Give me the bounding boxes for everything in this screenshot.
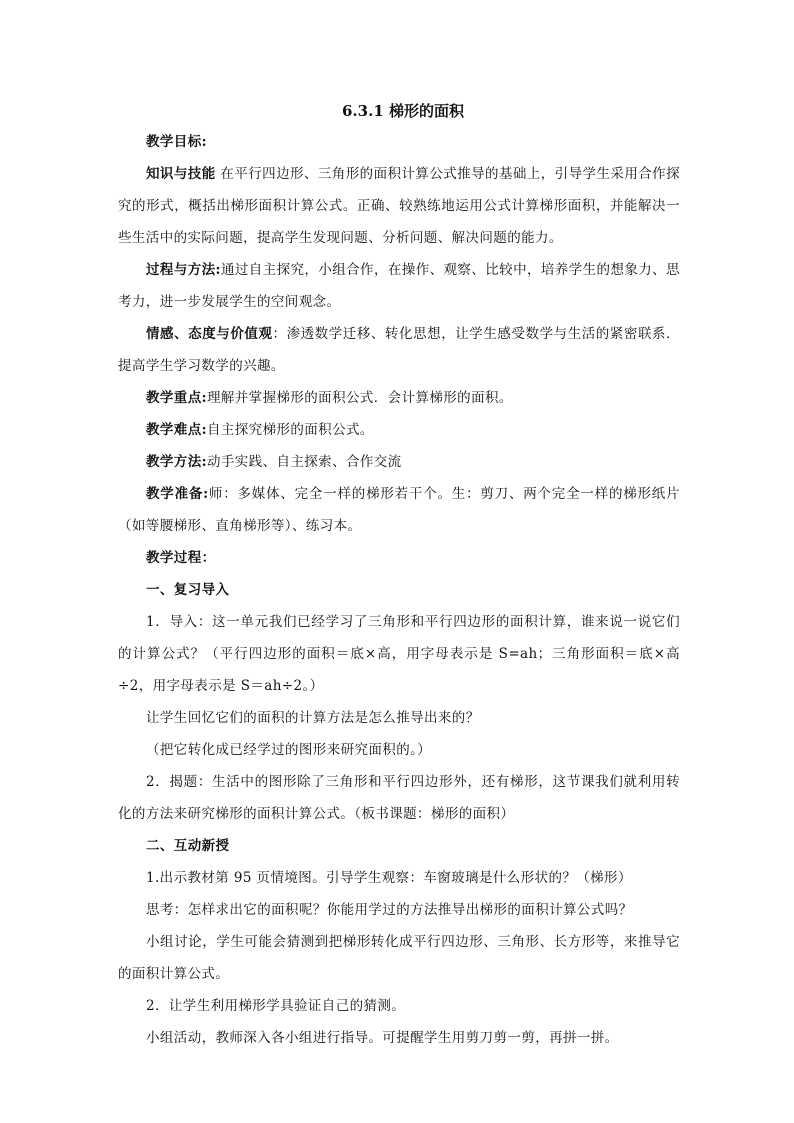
preparation-label: 教学准备: [146, 486, 209, 502]
method-label: 教学方法: [146, 454, 207, 470]
document-title: 6.3.1 梯形的面积 [342, 102, 464, 120]
section1-heading: 一、复习导入 [146, 582, 230, 598]
process-label: 过程与方法: [146, 262, 221, 278]
section2-heading: 二、互动新授 [146, 838, 230, 854]
objectives-heading: 教学目标: [146, 134, 207, 150]
method-paragraph [118, 446, 680, 478]
process-text: 通过自主探究，小组合作，在操作、观察、比较中，培养学生的想象力、思考力，进一步发展学生的空间观念。 [118, 262, 680, 310]
emotion-paragraph [118, 318, 680, 382]
knowledge-text: 在平行四边形、三角形的面积计算公式推导的基础上，引导学生采用合作探究的形式，概括出梯形面积计算公式。正确、较熟练地运用公式计算梯形面积，并能解决一些生活中的实际问题，提高学生发现问题、分析问题、解决问题的能力。 [118, 166, 681, 246]
knowledge-paragraph [118, 158, 680, 254]
key-point-text: 理解并掌握梯形的面积公式．会计算梯形的面积。 [206, 390, 513, 406]
difficulty-text: 自主探究梯形的面积公式。 [206, 422, 374, 438]
preparation-paragraph [118, 478, 680, 542]
knowledge-label: 知识与技能 [146, 166, 216, 182]
emotion-text: ：渗透数学迁移、转化思想，让学生感受数学与生活的紧密联系．提高学生学习数学的兴趣。 [118, 326, 680, 374]
section1-paragraph-1: 1．导入：这一单元我们已经学习了三角形和平行四边形的面积计算，谁来说一说它们的计算公式？（平行四边形的面积＝底×高，用字母表示是 S=ah；三角形面积＝底×高÷2，用字母表示是 S＝ah÷2。） [118, 614, 680, 694]
process-paragraph [118, 254, 680, 318]
section1-paragraph-3: （把它转化成已经学过的图形来研究面积的。） [146, 742, 432, 758]
key-point-label: 教学重点: [146, 390, 207, 406]
section2-paragraph-3: 小组讨论，学生可能会猜测到把梯形转化成平行四边形、三角形、长方形等，来推导它的面积计算公式。 [118, 934, 680, 982]
method-text: 动手实践、自主探索、合作交流 [206, 454, 402, 470]
section2-paragraph-4: 2．让学生利用梯形学具验证自己的猜测。 [146, 998, 406, 1014]
document-page [118, 96, 680, 1054]
section2-paragraph-5: 小组活动，教师深入各小组进行指导。可提醒学生用剪刀剪一剪，再拼一拼。 [146, 1030, 619, 1046]
section2-paragraph-1: 1.出示教材第 95 页情境图。引导学生观察：车窗玻璃是什么形状的？（梯形） [146, 870, 632, 886]
section1-paragraph-4: 2．揭题：生活中的图形除了三角形和平行四边形外，还有梯形，这节课我们就利用转化的方法来研究梯形的面积计算公式。（板书课题：梯形的面积） [118, 774, 680, 822]
key-point-paragraph [118, 382, 680, 414]
procedure-heading: 教学过程： [146, 550, 216, 566]
section2-paragraph-2: 思考：怎样求出它的面积呢？你能用学过的方法推导出梯形的面积计算公式吗？ [146, 902, 633, 918]
section1-paragraph-2: 让学生回忆它们的面积的计算方法是怎么推导出来的？ [146, 710, 480, 726]
difficulty-label: 教学难点: [146, 422, 207, 438]
difficulty-paragraph [118, 414, 680, 446]
emotion-label: 情感、态度与价值观 [146, 326, 273, 342]
preparation-text: 师：多媒体、完全一样的梯形若干个。生：剪刀、两个完全一样的梯形纸片（如等腰梯形、直角梯形等）、练习本。 [118, 486, 680, 534]
